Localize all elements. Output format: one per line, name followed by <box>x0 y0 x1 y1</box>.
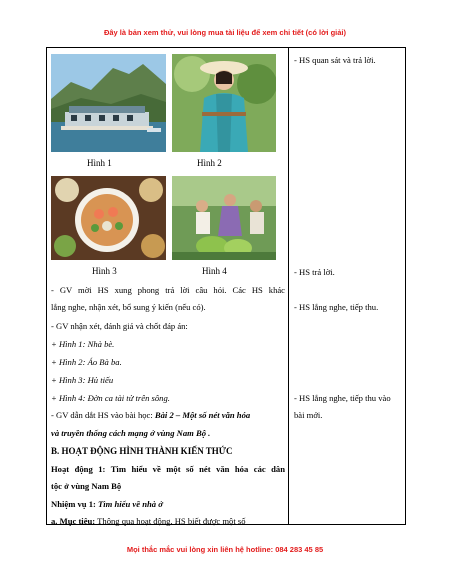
answer-4: + Hình 4: Đờn ca tài tử trên sông. <box>51 393 170 403</box>
activity-1-heading: Hoạt động 1: Tìm hiểu về một số nét văn hóa các dân <box>51 464 285 474</box>
image-caption-3: Hình 3 <box>92 266 117 276</box>
task-1 <box>51 498 285 510</box>
image-caption-4: Hình 4 <box>202 266 227 276</box>
header-banner: Đây là bản xem thử, vui lòng mua tài liệu để xem chi tiết (có lời giải) <box>103 28 347 37</box>
goal-text: Thông qua hoạt động, HS biết được một số <box>95 516 246 526</box>
don-ca-tai-tu-photo <box>172 176 276 260</box>
floating-house-photo <box>51 54 166 152</box>
task-label: Nhiệm vụ 1: <box>51 499 99 509</box>
task-text: Tìm hiểu về nhà ở <box>98 499 163 509</box>
student-response-4-cont: bài mới. <box>294 410 323 420</box>
answer-1: + Hình 1: Nhà bè. <box>51 339 115 349</box>
image-caption-2: Hình 2 <box>197 158 222 168</box>
lesson-title: Bài 2 – Một số nét văn hóa <box>154 410 251 420</box>
teacher-instruction-1-cont: lắng nghe, nhận xét, bổ sung ý kiến (nếu có). <box>51 302 206 312</box>
teacher-activity-column <box>47 48 288 524</box>
activity-1-heading-cont: tộc ở vùng Nam Bộ <box>51 481 122 491</box>
lesson-table <box>46 47 406 525</box>
teacher-instruction-2: - GV nhận xét, đánh giá và chốt đáp án: <box>51 321 188 331</box>
lesson-intro-prefix: - GV dẫn dắt HS vào bài học: <box>51 410 155 420</box>
goal-label: a. Mục tiêu: <box>51 516 96 526</box>
footer-banner: Mọi thắc mắc vui lòng xin liên hệ hotline: 084 283 45 85 <box>126 545 324 554</box>
image-caption-1: Hình 1 <box>87 158 112 168</box>
answer-3: + Hình 3: Hủ tiếu <box>51 375 114 385</box>
section-heading: B. HOẠT ĐỘNG HÌNH THÀNH KIẾN THỨC <box>51 446 233 456</box>
lesson-intro <box>51 409 285 421</box>
student-response-1: - HS quan sát và trả lời. <box>294 55 376 65</box>
goal <box>51 515 285 527</box>
ao-ba-ba-photo <box>172 54 276 152</box>
hu-tieu-photo <box>51 176 166 260</box>
teacher-instruction-1: - GV mời HS xung phong trả lời câu hỏi. Các HS khác <box>51 285 285 295</box>
student-activity-column <box>289 48 407 524</box>
answer-2: + Hình 2: Áo Bà ba. <box>51 357 122 367</box>
student-response-4: - HS lắng nghe, tiếp thu vào <box>294 393 391 403</box>
lesson-title-cont: và truyền thống cách mạng ở vùng Nam Bộ . <box>51 428 211 438</box>
student-response-2: - HS trả lời. <box>294 267 335 277</box>
student-response-3: - HS lắng nghe, tiếp thu. <box>294 302 379 312</box>
